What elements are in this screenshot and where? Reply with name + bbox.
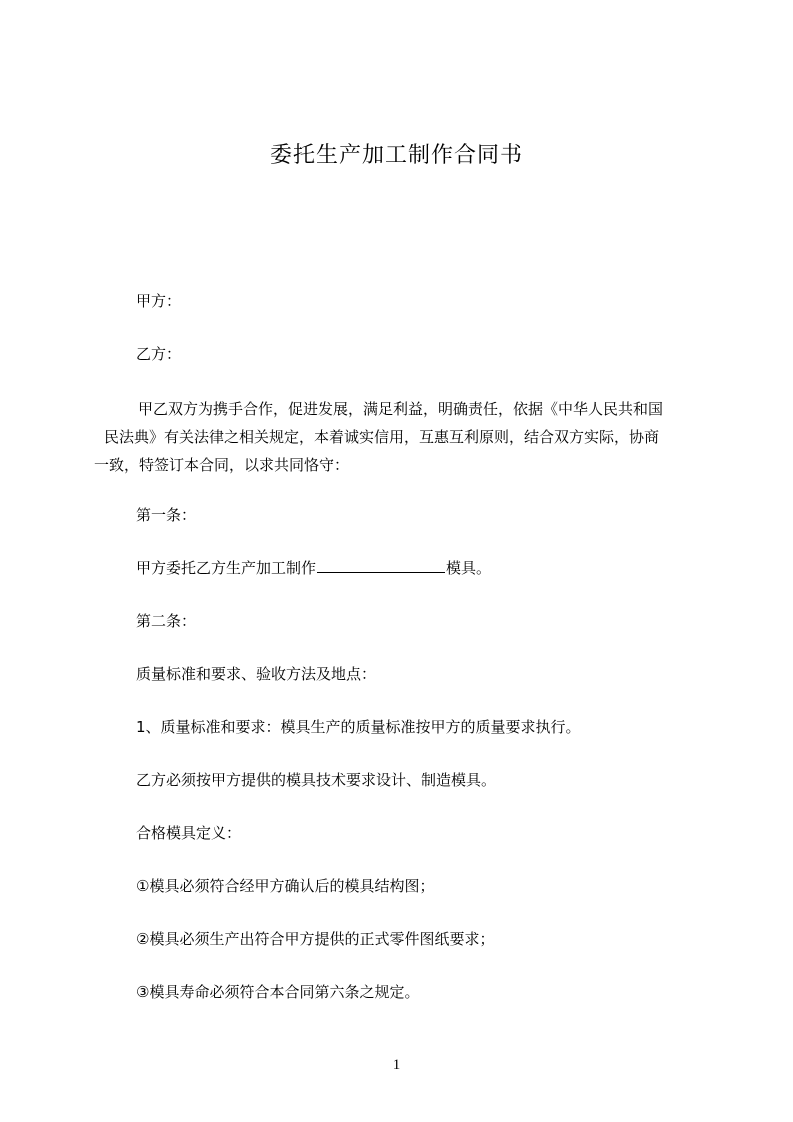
page-number: 1: [392, 1057, 401, 1073]
intro-line-1: 甲乙双方为携手合作，促进发展，满足利益，明确责任，依据《中华人民共和国: [138, 400, 664, 418]
definition-item-3: ③模具寿命必须符合本合同第六条之规定。: [136, 983, 420, 1001]
party-b-label: 乙方：: [136, 345, 182, 363]
intro-line-2: 民法典》有关法律之相关规定，本着诚实信用，互惠互利原则，结合双方实际，协商: [104, 428, 660, 446]
article-2-heading: 第二条：: [136, 612, 197, 630]
article-2-subheading: 质量标准和要求、验收方法及地点：: [136, 665, 377, 683]
fill-in-blank: [317, 557, 445, 573]
design-requirement-sentence: 乙方必须按甲方提供的模具技术要求设计、制造模具。: [136, 771, 497, 789]
party-a-label: 甲方：: [136, 292, 182, 310]
qualified-mold-definition-label: 合格模具定义：: [136, 824, 242, 842]
article-1-heading: 第一条：: [136, 506, 197, 524]
document-title: 委托生产加工制作合同书: [269, 143, 523, 168]
article-1-text-before: 甲方委托乙方生产加工制作: [136, 559, 317, 577]
definition-item-1: ①模具必须符合经甲方确认后的模具结构图；: [136, 877, 435, 895]
article-1-text: [136, 555, 491, 581]
intro-paragraph: [94, 395, 704, 479]
intro-line-3: 一致，特签订本合同，以求共同恪守：: [94, 456, 350, 474]
definition-item-2: ②模具必须生产出符合甲方提供的正式零件图纸要求；: [136, 930, 495, 948]
quality-standard-item: 1、质量标准和要求：模具生产的质量标准按甲方的质量要求执行。: [136, 718, 581, 736]
article-1-text-after: 模具。: [446, 559, 492, 577]
